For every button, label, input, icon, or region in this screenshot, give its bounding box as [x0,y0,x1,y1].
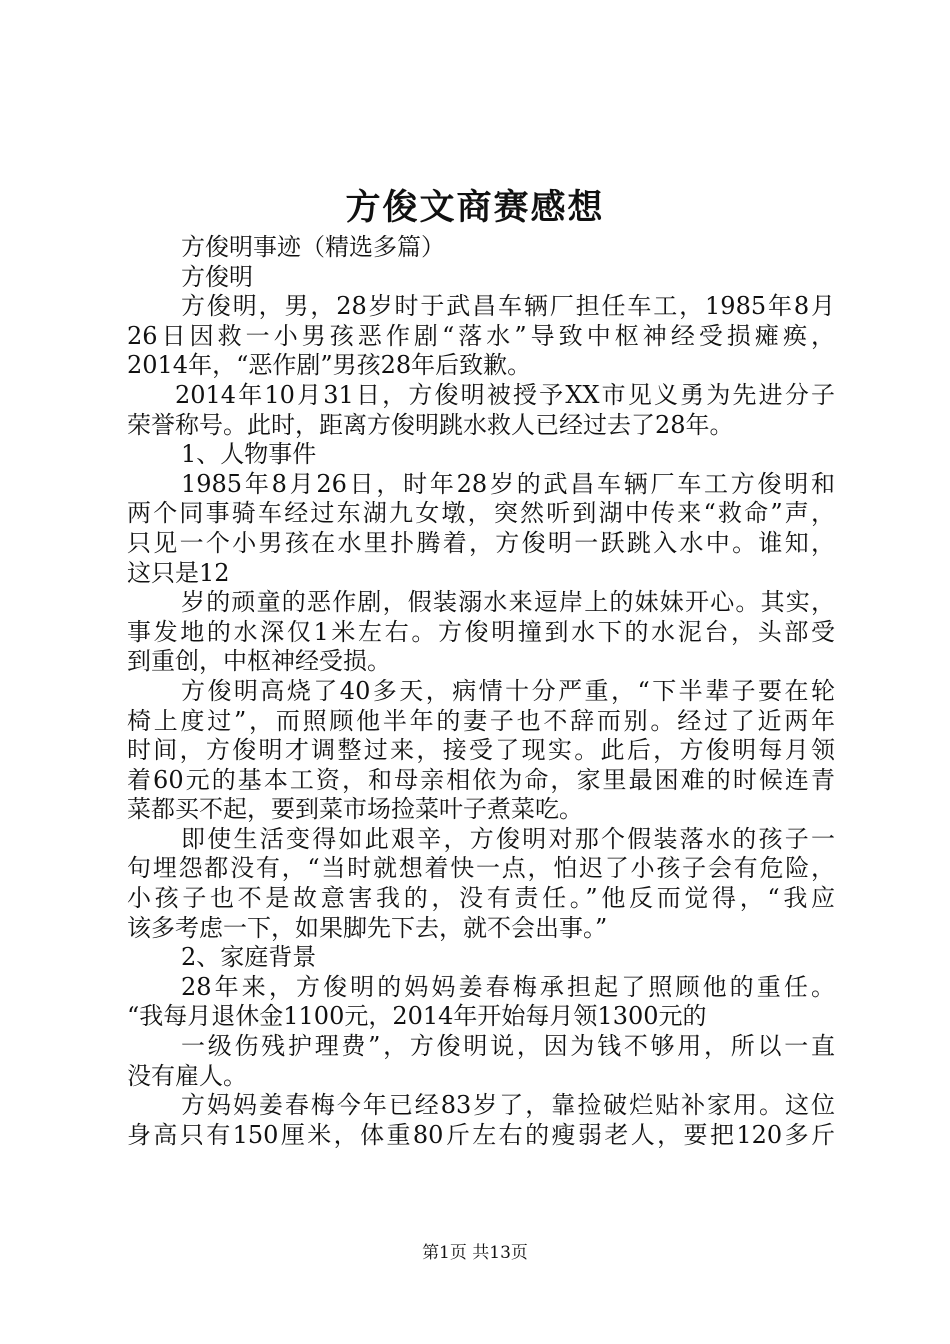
paragraph-line: “我每月退休金1100元，2014年开始每月领1300元的 [127,1002,707,1031]
document-body [127,233,835,1150]
paragraph-line: 这只是12 [127,558,230,587]
paragraph-line: 即使生活变得如此艰辛，方俊明对那个假装落水的孩子一 [181,824,835,853]
paragraph-line: 方俊明，男，28岁时于武昌车辆厂担任车工，1985年8月 [181,292,835,321]
page-number: 第1页 共13页 [422,1243,528,1263]
paragraph-line: 椅上度过”，而照顾他半年的妻子也不辞而别。经过了近两年 [127,706,835,735]
paragraph-line: 1985年8月26日，时年28岁的武昌车辆厂车工方俊明和 [181,469,835,498]
paragraph-line: 该多考虑一下，如果脚先下去，就不会出事。” [127,913,608,942]
paragraph-line: 到重创，中枢神经受损。 [127,647,391,676]
paragraph-line: 时间，方俊明才调整过来，接受了现实。此后，方俊明每月领 [127,736,835,765]
paragraph-line: 事发地的水深仅1米左右。方俊明撞到水下的水泥台，头部受 [127,617,835,646]
paragraph-line: 2014年，“恶作剧”男孩28年后致歉。 [127,351,532,380]
paragraph-line: 只见一个小男孩在水里扑腾着，方俊明一跃跳入水中。谁知， [127,528,835,557]
paragraph-line: 方俊明高烧了40多天，病情十分严重，“下半辈子要在轮 [181,676,835,705]
paragraph-line: 着60元的基本工资，和母亲相依为命，家里最困难的时候连青 [127,765,835,794]
paragraph-line: 没有雇人。 [127,1061,247,1090]
paragraph-line: 2014年10月31日，方俊明被授予XX市见义勇为先进分子 [175,380,835,409]
paragraph-line: 荣誉称号。此时，距离方俊明跳水救人已经过去了28年。 [127,410,734,439]
paragraph-line: 26日因救一小男孩恶作剧“落水”导致中枢神经受损瘫痪， [127,321,835,350]
section-heading: 1、人物事件 [181,440,317,469]
paragraph-line: 菜都买不起，要到菜市场捡菜叶子煮菜吃。 [127,795,583,824]
paragraph-line: 句埋怨都没有，“当时就想着快一点，怕迟了小孩子会有危险， [127,854,835,883]
paragraph-line: 方妈妈姜春梅今年已经83岁了，靠捡破烂贴补家用。这位 [181,1091,835,1120]
paragraph-line: 身高只有150厘米，体重80斤左右的瘦弱老人，要把120多斤 [127,1120,835,1149]
paragraph-line: 方俊明 [181,262,253,291]
document-title: 方俊文商赛感想 [345,187,605,228]
paragraph-line: 28年来，方俊明的妈妈姜春梅承担起了照顾他的重任。 [181,972,835,1001]
paragraph-line: 小孩子也不是故意害我的，没有责任。”他反而觉得，“我应 [127,884,835,913]
paragraph-line: 方俊明事迹（精选多篇） [181,233,445,261]
paragraph-line: 一级伤残护理费”，方俊明说，因为钱不够用，所以一直 [181,1032,835,1061]
paragraph-line: 两个同事骑车经过东湖九女墩，突然听到湖中传来“救命”声， [127,499,835,528]
section-heading: 2、家庭背景 [181,943,317,972]
paragraph-line: 岁的顽童的恶作剧，假装溺水来逗岸上的妹妹开心。其实， [181,588,835,617]
